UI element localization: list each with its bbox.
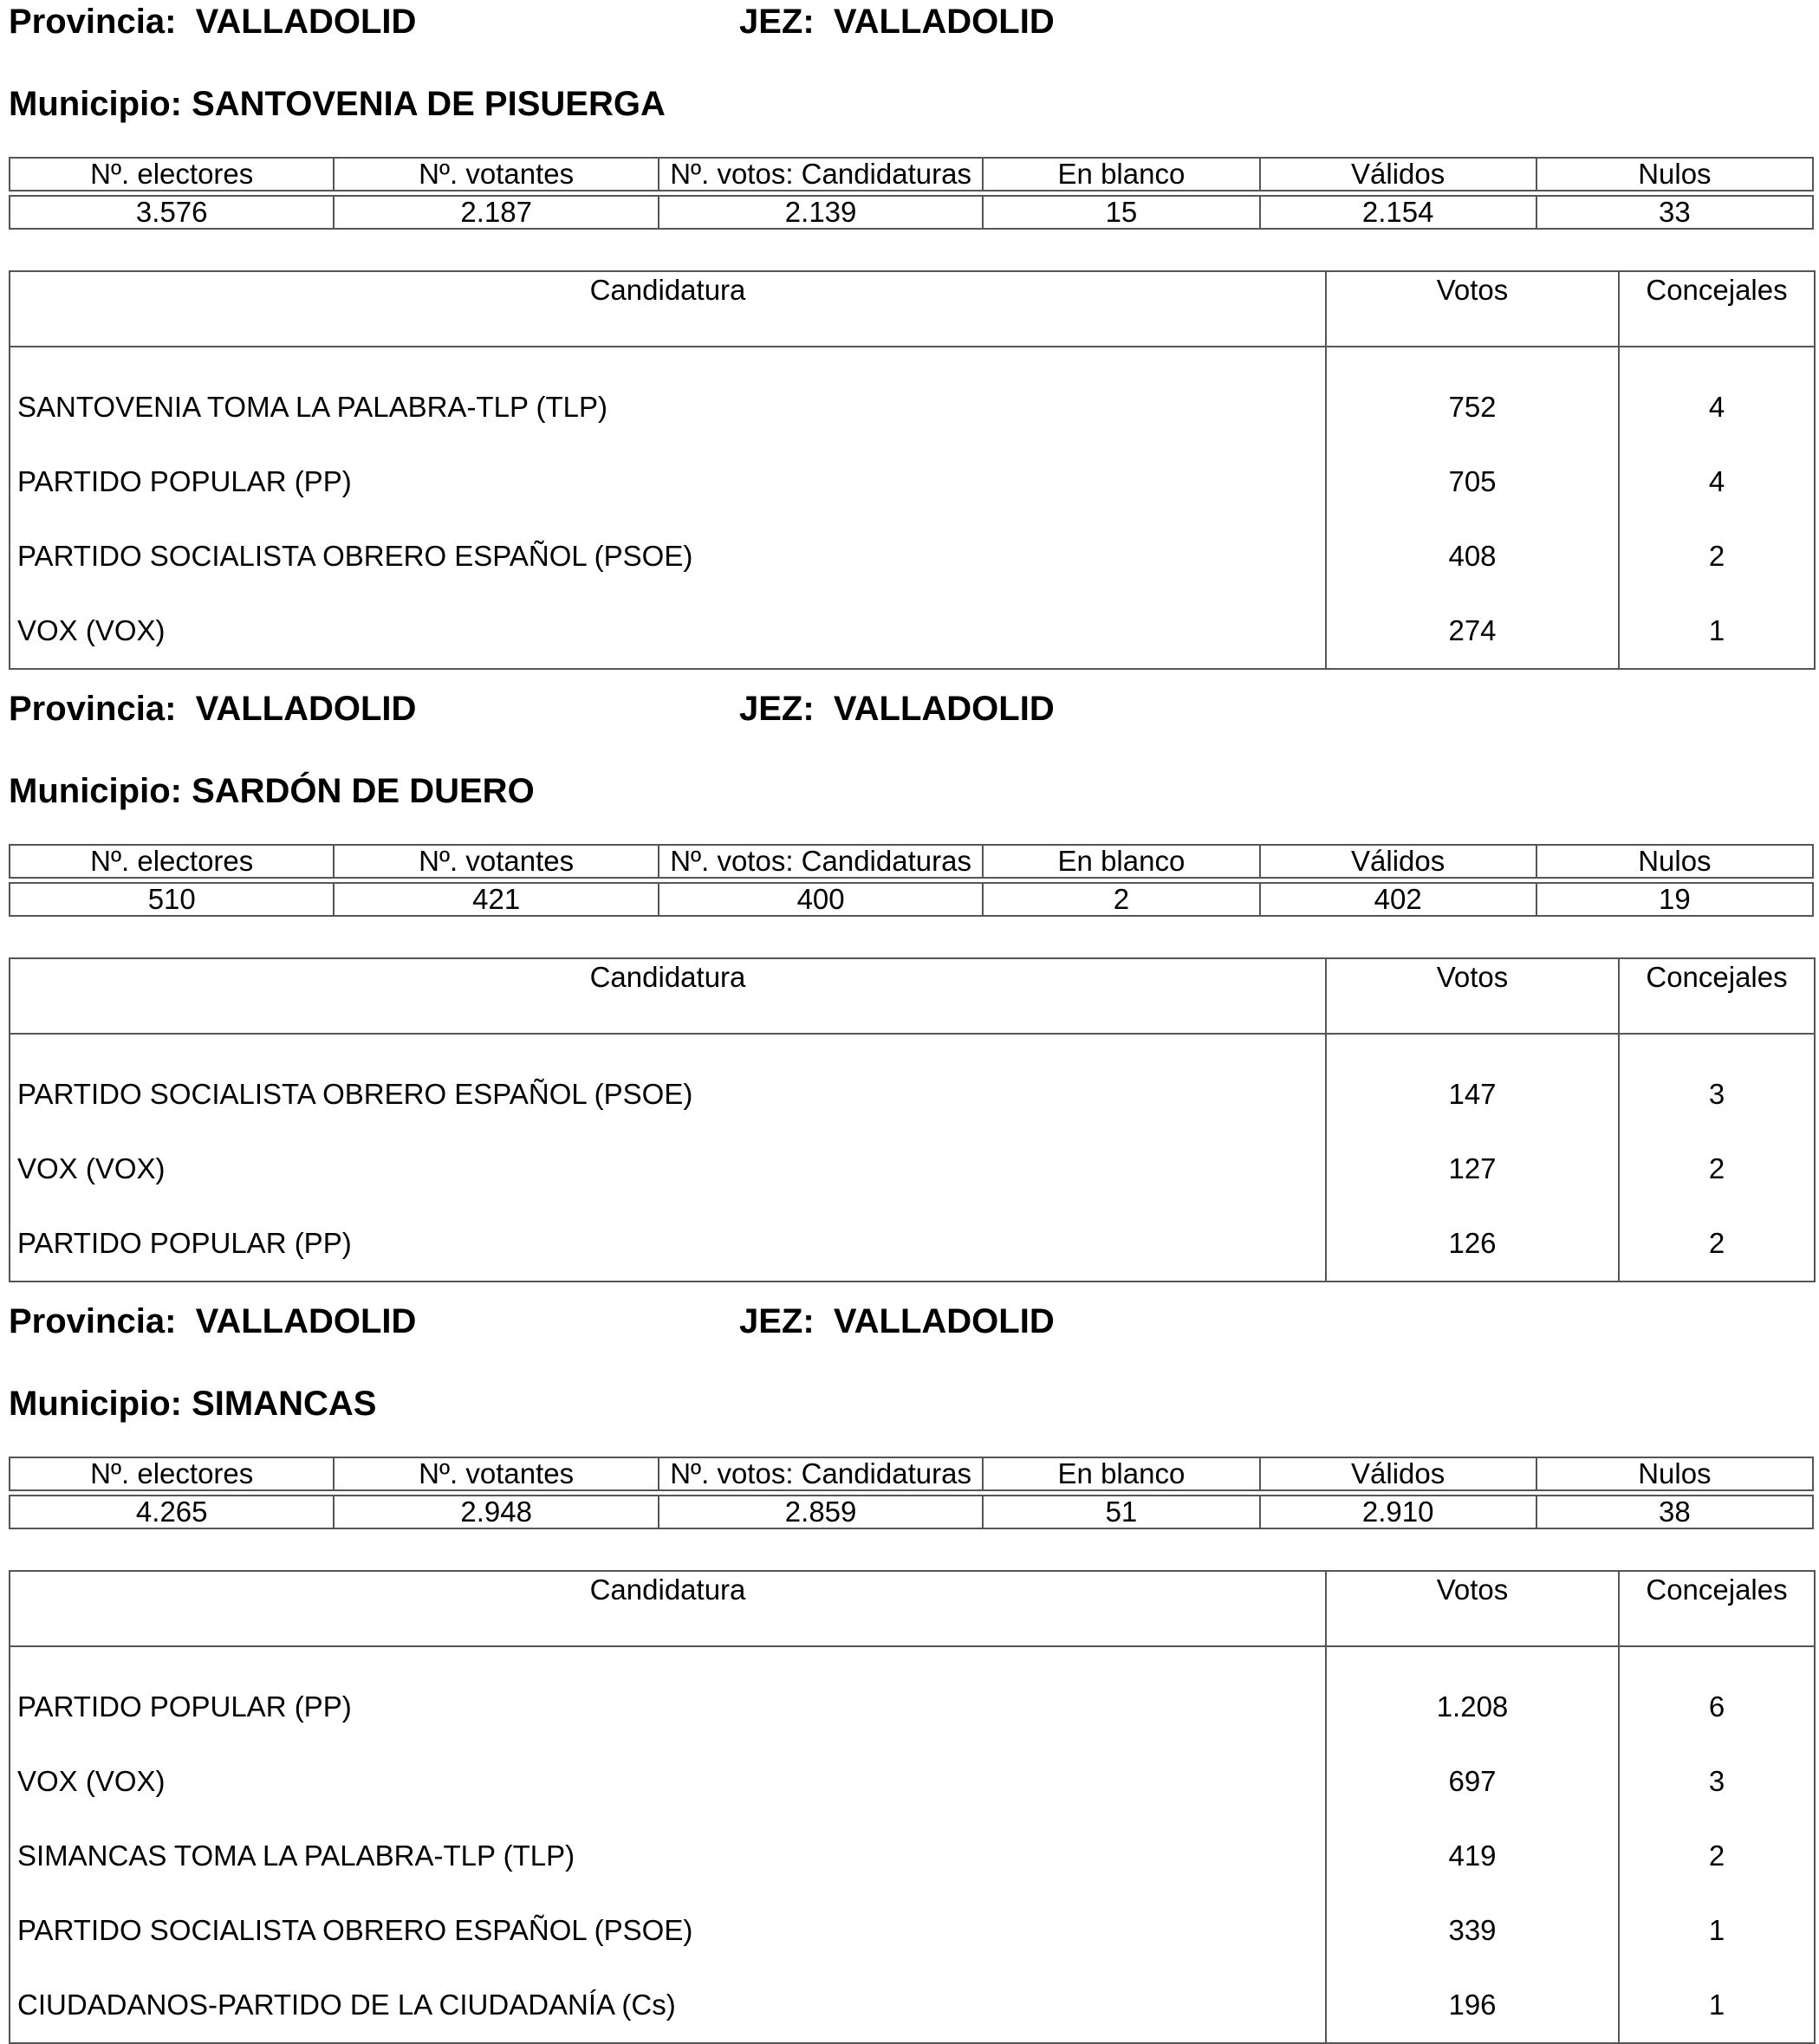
summary-table bbox=[9, 844, 1814, 917]
jez-label: JEZ: bbox=[739, 690, 815, 728]
candidates-table bbox=[9, 1570, 1816, 2044]
header-nulos: Nulos bbox=[1536, 845, 1813, 878]
province-label: Provincia: bbox=[9, 690, 177, 728]
header-en-blanco: En blanco bbox=[983, 1457, 1259, 1490]
candidate-name: PARTIDO POPULAR (PP) bbox=[17, 465, 352, 497]
province-line bbox=[9, 687, 416, 730]
municipality-title bbox=[9, 769, 535, 813]
value-validos: 402 bbox=[1260, 883, 1536, 916]
header-votos: Votos bbox=[1326, 1571, 1619, 1646]
candidate-name: CIUDADANOS-PARTIDO DE LA CIUDADANÍA (Cs) bbox=[17, 1989, 676, 2021]
summary-value-row bbox=[10, 883, 1813, 916]
value-en-blanco: 2 bbox=[983, 883, 1259, 916]
candidate-seats: 1 bbox=[1619, 1968, 1815, 2043]
header-concejales: Concejales bbox=[1619, 271, 1815, 347]
value-votos-candidaturas: 400 bbox=[659, 883, 983, 916]
jez-line bbox=[739, 687, 1055, 730]
candidate-votes: 147 bbox=[1326, 1034, 1619, 1132]
candidate-name: VOX (VOX) bbox=[17, 614, 166, 646]
value-votos-candidaturas: 2.139 bbox=[659, 196, 983, 229]
candidate-votes: 1.208 bbox=[1326, 1646, 1619, 1744]
header-nulos: Nulos bbox=[1536, 1457, 1813, 1490]
header-electores: Nº. electores bbox=[10, 845, 334, 878]
candidate-seats: 2 bbox=[1619, 1132, 1815, 1206]
value-nulos: 33 bbox=[1536, 196, 1813, 229]
value-en-blanco: 15 bbox=[983, 196, 1259, 229]
candidate-name: VOX (VOX) bbox=[17, 1152, 166, 1184]
header-votos-candidaturas: Nº. votos: Candidaturas bbox=[659, 1457, 983, 1490]
header-validos: Válidos bbox=[1260, 1457, 1536, 1490]
value-electores: 4.265 bbox=[10, 1496, 334, 1528]
province-line bbox=[9, 0, 416, 43]
municipality-title bbox=[9, 82, 666, 126]
value-validos: 2.910 bbox=[1260, 1496, 1536, 1528]
municipality-title bbox=[9, 1382, 376, 1425]
candidate-seats: 2 bbox=[1619, 1819, 1815, 1893]
value-votantes: 2.948 bbox=[334, 1496, 658, 1528]
candidates-table bbox=[9, 957, 1816, 1282]
candidates-header-row bbox=[10, 271, 1815, 347]
candidate-row bbox=[10, 1893, 1815, 1968]
candidate-row bbox=[10, 1819, 1815, 1893]
header-votos-candidaturas: Nº. votos: Candidaturas bbox=[659, 158, 983, 191]
value-electores: 510 bbox=[10, 883, 334, 916]
candidates-header-row bbox=[10, 1571, 1815, 1646]
municipality-value: SANTOVENIA DE PISUERGA bbox=[192, 85, 666, 123]
summary-header-row bbox=[10, 1457, 1813, 1490]
candidate-row bbox=[10, 444, 1815, 519]
candidate-name: PARTIDO SOCIALISTA OBRERO ESPAÑOL (PSOE) bbox=[17, 1914, 693, 1946]
candidate-name: SIMANCAS TOMA LA PALABRA-TLP (TLP) bbox=[17, 1840, 575, 1872]
candidate-name: PARTIDO SOCIALISTA OBRERO ESPAÑOL (PSOE) bbox=[17, 1078, 693, 1110]
candidate-seats: 6 bbox=[1619, 1646, 1815, 1744]
candidate-row bbox=[10, 1744, 1815, 1819]
candidate-votes: 408 bbox=[1326, 519, 1619, 594]
candidate-votes: 274 bbox=[1326, 594, 1619, 669]
municipality-label: Municipio: bbox=[9, 1385, 182, 1423]
candidate-name: SANTOVENIA TOMA LA PALABRA-TLP (TLP) bbox=[17, 391, 608, 423]
jez-label: JEZ: bbox=[739, 3, 815, 41]
candidate-row bbox=[10, 1206, 1815, 1282]
header-candidatura: Candidatura bbox=[10, 1571, 1326, 1646]
jez-label: JEZ: bbox=[739, 1302, 815, 1340]
summary-table bbox=[9, 1457, 1814, 1529]
header-votos: Votos bbox=[1326, 271, 1619, 347]
header-nulos: Nulos bbox=[1536, 158, 1813, 191]
municipality-label: Municipio: bbox=[9, 772, 182, 810]
candidate-seats: 4 bbox=[1619, 347, 1815, 444]
value-votantes: 421 bbox=[334, 883, 658, 916]
candidate-row bbox=[10, 1968, 1815, 2043]
candidate-votes: 419 bbox=[1326, 1819, 1619, 1893]
header-votantes: Nº. votantes bbox=[334, 845, 658, 878]
candidates-table bbox=[9, 270, 1816, 670]
summary-value-row bbox=[10, 1496, 1813, 1528]
summary-table bbox=[9, 157, 1814, 230]
value-nulos: 38 bbox=[1536, 1496, 1813, 1528]
header-en-blanco: En blanco bbox=[983, 158, 1259, 191]
candidate-row bbox=[10, 519, 1815, 594]
candidates-header-row bbox=[10, 958, 1815, 1034]
candidate-name: PARTIDO POPULAR (PP) bbox=[17, 1227, 352, 1259]
candidate-seats: 3 bbox=[1619, 1034, 1815, 1132]
candidate-row bbox=[10, 1034, 1815, 1132]
province-line bbox=[9, 1300, 416, 1343]
jez-line bbox=[739, 1300, 1055, 1343]
header-votos: Votos bbox=[1326, 958, 1619, 1034]
value-electores: 3.576 bbox=[10, 196, 334, 229]
candidate-seats: 2 bbox=[1619, 519, 1815, 594]
header-en-blanco: En blanco bbox=[983, 845, 1259, 878]
jez-line bbox=[739, 0, 1055, 43]
municipality-label: Municipio: bbox=[9, 85, 182, 123]
header-validos: Válidos bbox=[1260, 845, 1536, 878]
value-votos-candidaturas: 2.859 bbox=[659, 1496, 983, 1528]
header-votos-candidaturas: Nº. votos: Candidaturas bbox=[659, 845, 983, 878]
header-electores: Nº. electores bbox=[10, 1457, 334, 1490]
candidate-votes: 126 bbox=[1326, 1206, 1619, 1282]
candidate-row bbox=[10, 347, 1815, 444]
header-candidatura: Candidatura bbox=[10, 958, 1326, 1034]
jez-value: VALLADOLID bbox=[833, 3, 1055, 41]
candidate-votes: 705 bbox=[1326, 444, 1619, 519]
candidate-name: VOX (VOX) bbox=[17, 1765, 166, 1797]
candidate-seats: 2 bbox=[1619, 1206, 1815, 1282]
header-electores: Nº. electores bbox=[10, 158, 334, 191]
province-label: Provincia: bbox=[9, 3, 177, 41]
province-value: VALLADOLID bbox=[195, 690, 417, 728]
province-value: VALLADOLID bbox=[195, 3, 417, 41]
jez-value: VALLADOLID bbox=[833, 1302, 1055, 1340]
summary-header-row bbox=[10, 845, 1813, 878]
value-votantes: 2.187 bbox=[334, 196, 658, 229]
value-nulos: 19 bbox=[1536, 883, 1813, 916]
candidate-votes: 127 bbox=[1326, 1132, 1619, 1206]
candidate-votes: 339 bbox=[1326, 1893, 1619, 1968]
candidate-row bbox=[10, 1646, 1815, 1744]
municipality-value: SARDÓN DE DUERO bbox=[192, 772, 535, 810]
candidate-votes: 752 bbox=[1326, 347, 1619, 444]
province-label: Provincia: bbox=[9, 1302, 177, 1340]
candidate-votes: 196 bbox=[1326, 1968, 1619, 2043]
candidate-name: PARTIDO POPULAR (PP) bbox=[17, 1690, 352, 1723]
header-concejales: Concejales bbox=[1619, 958, 1815, 1034]
header-votantes: Nº. votantes bbox=[334, 1457, 658, 1490]
candidate-seats: 3 bbox=[1619, 1744, 1815, 1819]
summary-value-row bbox=[10, 196, 1813, 229]
candidate-seats: 4 bbox=[1619, 444, 1815, 519]
candidate-row bbox=[10, 1132, 1815, 1206]
province-value: VALLADOLID bbox=[195, 1302, 417, 1340]
candidate-seats: 1 bbox=[1619, 594, 1815, 669]
candidate-row bbox=[10, 594, 1815, 669]
header-concejales: Concejales bbox=[1619, 1571, 1815, 1646]
candidate-votes: 697 bbox=[1326, 1744, 1619, 1819]
candidate-seats: 1 bbox=[1619, 1893, 1815, 1968]
summary-header-row bbox=[10, 158, 1813, 191]
value-validos: 2.154 bbox=[1260, 196, 1536, 229]
header-candidatura: Candidatura bbox=[10, 271, 1326, 347]
header-votantes: Nº. votantes bbox=[334, 158, 658, 191]
value-en-blanco: 51 bbox=[983, 1496, 1259, 1528]
header-validos: Válidos bbox=[1260, 158, 1536, 191]
jez-value: VALLADOLID bbox=[833, 690, 1055, 728]
candidate-name: PARTIDO SOCIALISTA OBRERO ESPAÑOL (PSOE) bbox=[17, 540, 693, 572]
municipality-value: SIMANCAS bbox=[192, 1385, 377, 1423]
